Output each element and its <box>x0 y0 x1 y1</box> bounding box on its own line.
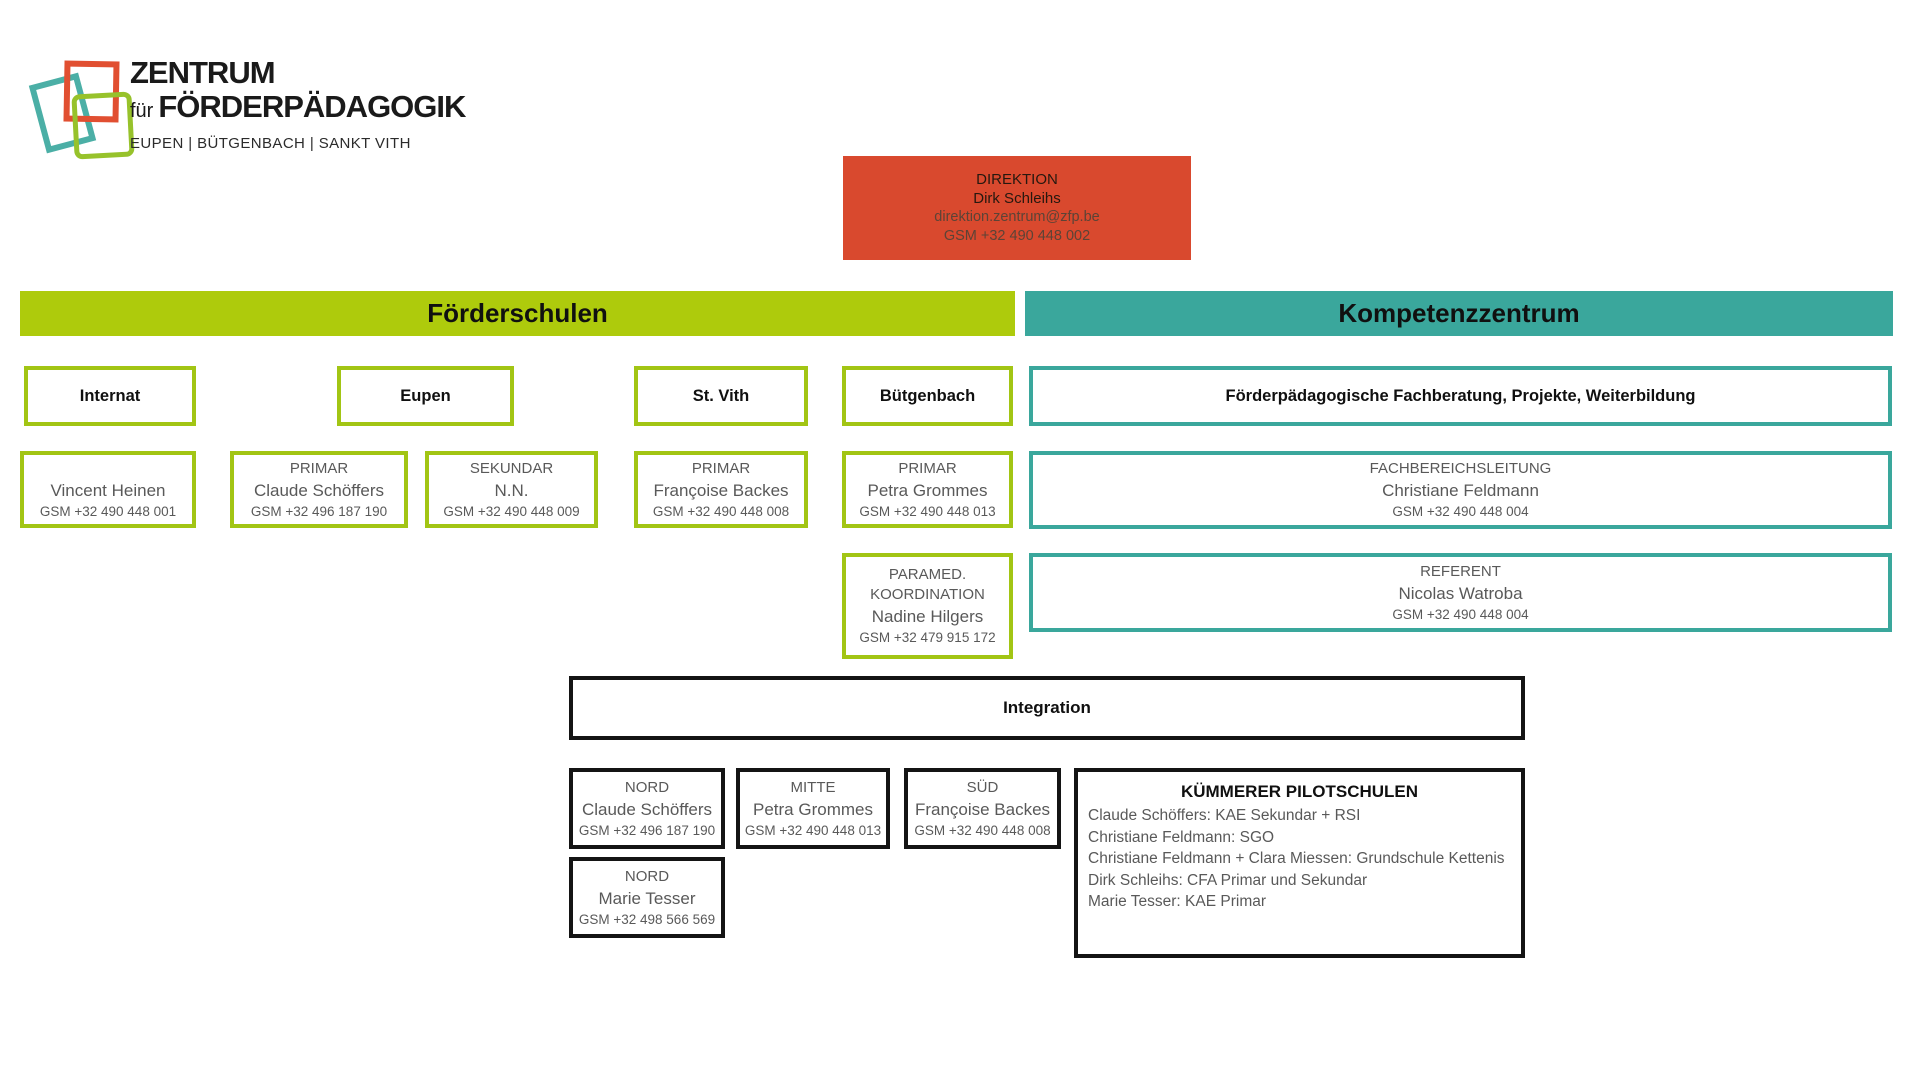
role-title: REFERENT <box>1420 562 1501 580</box>
direktion-card <box>843 156 1191 260</box>
card-buetgenbach-primar <box>842 451 1013 528</box>
category-fachberatung-label: Förderpädagogische Fachberatung, Projekte, Weiterbildung <box>1225 386 1696 405</box>
staff-name: Petra Grommes <box>867 480 988 500</box>
category-internat-label: Internat <box>79 386 141 405</box>
staff-phone: GSM +32 490 448 013 <box>744 822 882 838</box>
role-title-line2: KOORDINATION <box>870 586 985 603</box>
role-title: FACHBEREICHSLEITUNG <box>1369 460 1552 477</box>
logo <box>30 48 510 178</box>
staff-name: Marie Tesser <box>598 888 696 908</box>
card-eupen-primar <box>230 451 408 528</box>
card-paramed-koordination <box>842 553 1013 659</box>
card-integration-sued <box>904 768 1061 849</box>
kuemmerer-line: Claude Schöffers: KAE Sekundar + RSI <box>1088 807 1361 824</box>
kuemmerer-line: Christiane Feldmann + Clara Miessen: Grundschule Kettenis <box>1088 850 1505 867</box>
staff-phone: GSM +32 496 187 190 <box>578 822 716 838</box>
staff-name: Nadine Hilgers <box>871 607 984 626</box>
category-eupen-label: Eupen <box>400 386 451 405</box>
region-title: MITTE <box>790 778 836 796</box>
logo-title-line1: ZENTRUM <box>130 55 275 90</box>
logo-text <box>130 56 465 152</box>
category-st-vith-label: St. Vith <box>692 386 750 405</box>
logo-subtitle: EUPEN | BÜTGENBACH | SANKT VITH <box>130 135 411 152</box>
staff-phone: GSM +32 490 448 009 <box>443 503 580 519</box>
card-integration-mitte <box>736 768 890 849</box>
role-title: PRIMAR <box>691 459 751 477</box>
card-internat-staff <box>20 451 196 528</box>
integration-header-box <box>569 676 1525 740</box>
card-integration-nord <box>569 768 725 849</box>
staff-name: Vincent Heinen <box>50 480 166 500</box>
kuemmerer-line: Marie Tesser: KAE Primar <box>1088 893 1267 910</box>
kuemmerer-line: Dirk Schleihs: CFA Primar und Sekundar <box>1088 871 1368 889</box>
kuemmerer-line: Christiane Feldmann: SGO <box>1088 828 1275 846</box>
card-integration-nord2 <box>569 857 725 938</box>
category-eupen <box>337 366 514 426</box>
card-eupen-sekundar <box>425 451 598 528</box>
category-internat <box>24 366 196 426</box>
logo-green-square-icon <box>71 91 134 159</box>
role-title-line1: PARAMED. <box>888 566 967 583</box>
staff-phone: GSM +32 496 187 190 <box>250 503 388 519</box>
staff-phone: GSM +32 490 448 001 <box>39 503 177 519</box>
card-referent <box>1029 553 1892 632</box>
staff-phone: GSM +32 490 448 008 <box>652 503 790 519</box>
region-title: SÜD <box>966 778 999 796</box>
direktion-email: direktion.zentrum@zfp.be <box>934 209 1100 225</box>
card-kuemmerer-pilotschulen <box>1074 768 1525 958</box>
staff-phone: GSM +32 490 448 004 <box>1392 606 1529 622</box>
staff-phone: GSM +32 498 566 569 <box>578 911 716 927</box>
logo-title-main: FÖRDERPÄDAGOGIK <box>158 89 466 124</box>
kuemmerer-title: KÜMMERER PILOTSCHULEN <box>1180 782 1419 801</box>
staff-phone: GSM +32 479 915 172 <box>859 630 996 645</box>
staff-name: Christiane Feldmann <box>1382 481 1539 500</box>
direktion-title: DIREKTION <box>976 171 1058 188</box>
logo-title-fur: für <box>130 100 154 122</box>
staff-phone: GSM +32 490 448 013 <box>859 503 996 519</box>
role-title: PRIMAR <box>898 459 957 477</box>
staff-name: N.N. <box>494 480 529 500</box>
logo-title-line2 <box>130 90 465 128</box>
direktion-phone: GSM +32 490 448 002 <box>943 228 1091 244</box>
card-st-vith-primar <box>634 451 808 528</box>
staff-name: Claude Schöffers <box>581 799 713 819</box>
region-title: NORD <box>624 867 670 885</box>
staff-name: Françoise Backes <box>914 799 1051 819</box>
category-fachberatung <box>1029 366 1892 426</box>
region-title: NORD <box>624 778 670 796</box>
integration-header-label: Integration <box>1003 698 1091 717</box>
category-buetgenbach-label: Bütgenbach <box>879 386 976 405</box>
staff-name: Nicolas Watroba <box>1398 583 1523 603</box>
role-title: SEKUNDAR <box>469 459 554 477</box>
card-fachbereichsleitung <box>1029 451 1892 529</box>
section-header-kompetenzzentrum: Kompetenzzentrum <box>1025 291 1893 336</box>
staff-name: Petra Grommes <box>753 799 873 819</box>
section-header-foerderschulen: Förderschulen <box>20 291 1015 336</box>
staff-phone: GSM +32 490 448 008 <box>914 822 1051 838</box>
role-title: PRIMAR <box>289 459 349 477</box>
category-st-vith <box>634 366 808 426</box>
direktion-name: Dirk Schleihs <box>973 190 1061 207</box>
staff-name: Claude Schöffers <box>253 480 385 500</box>
staff-name: Françoise Backes <box>653 480 789 500</box>
staff-phone: GSM +32 490 448 004 <box>1392 504 1529 519</box>
category-buetgenbach <box>842 366 1013 426</box>
